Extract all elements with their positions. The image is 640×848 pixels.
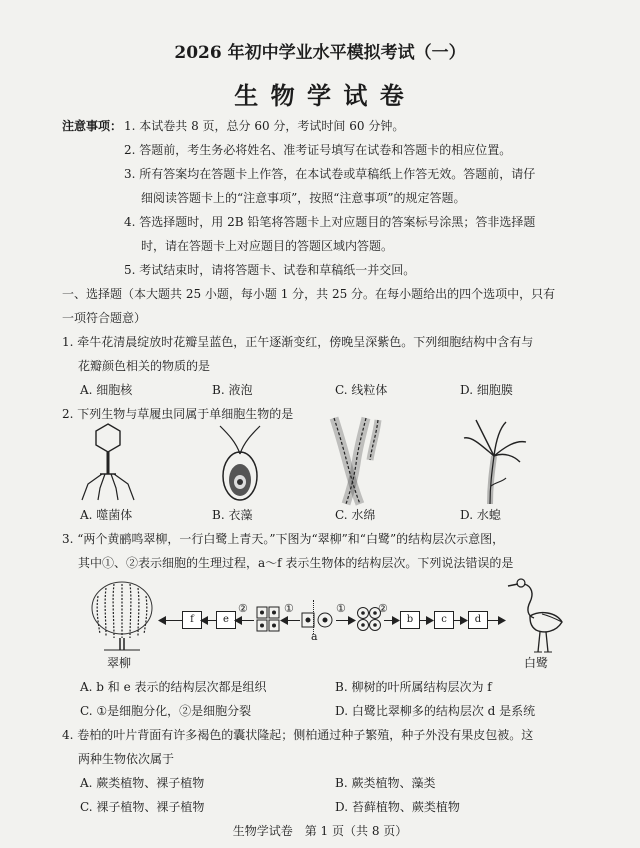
notice-item-3: 3. 所有答案均在答题卡上作答，在本试卷或草稿纸上作答无效。答题前，请仔: [124, 167, 536, 181]
q4-stem-line1: 4. 卷柏的叶片背面有许多褐色的囊状隆起；侧柏通过种子繁殖，种子外没有果皮包被。这: [62, 728, 534, 742]
section-title-cont: 一项符合题意）: [62, 311, 147, 325]
q1-option-a: A. 细胞核: [80, 383, 133, 397]
q1-option-b: B. 液泡: [212, 383, 253, 397]
q3-option-a: A. b 和 e 表示的结构层次都是组织: [80, 680, 267, 694]
arrow-head: [392, 616, 400, 625]
q2-option-a: A. 噬菌体: [80, 508, 133, 522]
q2-option-b: B. 衣藻: [212, 508, 253, 522]
subject-title: 生 物 学 试 卷: [234, 81, 406, 110]
divider-dotted: [313, 600, 315, 634]
q2-stem: 2. 下列生物与草履虫同属于单细胞生物的是: [62, 407, 294, 421]
q3-option-b: B. 柳树的叶所属结构层次为 f: [335, 680, 492, 694]
arrow-head: [460, 616, 468, 625]
process-label-1-right: ①: [336, 602, 346, 615]
notice-item-3-cont: 细阅读答题卡上的“注意事项”，按照“注意事项”的规定答题。: [141, 191, 466, 205]
level-box-c: c: [434, 611, 454, 629]
exam-title: 2026 年初中学业水平模拟考试（一）: [174, 43, 466, 63]
q4-option-a: A. 蕨类植物、裸子植物: [80, 776, 205, 790]
q1-stem-line2: 花瓣颜色相关的物质的是: [78, 359, 211, 373]
arrow-head: [158, 616, 166, 625]
notice-label: 注意事项：: [62, 119, 123, 133]
page-footer: 生物学试卷 第 1 页（共 8 页）: [232, 824, 408, 838]
willow-tree-image: [88, 580, 156, 652]
q4-option-d: D. 苔藓植物、蕨类植物: [335, 800, 460, 814]
cell-label-a: a: [311, 630, 318, 643]
level-box-b: b: [400, 611, 420, 629]
level-box-e: e: [216, 611, 236, 629]
chlamydomonas-image: [210, 424, 270, 504]
process-label-2-right: ②: [378, 602, 388, 615]
hydra-image: [460, 416, 530, 506]
animal-cell-a: [317, 612, 333, 628]
section-title: 一、选择题（本大题共 25 小题，每小题 1 分，共 25 分。在每小题给出的四个选项中，只有: [62, 287, 556, 301]
process-label-2-left: ②: [238, 602, 248, 615]
process-label-1-left: ①: [284, 602, 294, 615]
q1-stem-line1: 1. 牵牛花清晨绽放时花瓣呈蓝色，正午逐渐变红，傍晚呈深紫色。下列细胞结构中含有与: [62, 335, 534, 349]
egret-image: [506, 572, 566, 654]
notice-item-4: 4. 答选择题时，用 2B 铅笔将答题卡上对应题目的答案标号涂黑；答非选择题: [124, 215, 536, 229]
q4-option-c: C. 裸子植物、裸子植物: [80, 800, 205, 814]
bacteriophage-image: [78, 422, 138, 502]
q3-stem-line1: 3. “两个黄鹂鸣翠柳，一行白鹭上青天。”下图为“翠柳”和“白鹭”的结构层次示意图，: [62, 532, 505, 546]
plant-cell-group: [256, 606, 280, 632]
bird-label: 白鹭: [524, 656, 549, 670]
q1-option-d: D. 细胞膜: [460, 383, 513, 397]
notice-item-1: 1. 本试卷共 8 页，总分 60 分，考试时间 60 分钟。: [124, 119, 405, 133]
arrow-head: [280, 616, 288, 625]
notice-item-5: 5. 考试结束时，请将答题卡、试卷和草稿纸一并交回。: [124, 263, 416, 277]
q4-stem-line2: 两种生物依次属于: [78, 752, 175, 766]
notice-item-4-cont: 时，请在答题卡上对应题目的答题区域内答题。: [141, 239, 394, 253]
arrow-head: [234, 616, 242, 625]
arrow-head: [498, 616, 506, 625]
q3-option-d: D. 白鹭比翠柳多的结构层次 d 是系统: [335, 704, 536, 718]
arrow-head: [200, 616, 208, 625]
plant-label: 翠柳: [107, 656, 132, 670]
arrow-head: [426, 616, 434, 625]
level-box-d: d: [468, 611, 488, 629]
q2-option-c: C. 水绵: [335, 508, 376, 522]
arrow-head: [348, 616, 356, 625]
notice-item-2: 2. 答题前，考生务必将姓名、准考证号填写在试卷和答题卡的相应位置。: [124, 143, 512, 157]
q3-stem-line2: 其中①、②表示细胞的生理过程，a～f 表示生物体的结构层次。下列说法错误的是: [78, 556, 514, 570]
q2-option-d: D. 水螅: [460, 508, 501, 522]
q3-option-c: C. ①是细胞分化，②是细胞分裂: [80, 704, 252, 718]
level-box-f: f: [182, 611, 202, 629]
spirogyra-image: [326, 416, 386, 506]
q4-option-b: B. 蕨类植物、藻类: [335, 776, 436, 790]
q1-option-c: C. 线粒体: [335, 383, 388, 397]
